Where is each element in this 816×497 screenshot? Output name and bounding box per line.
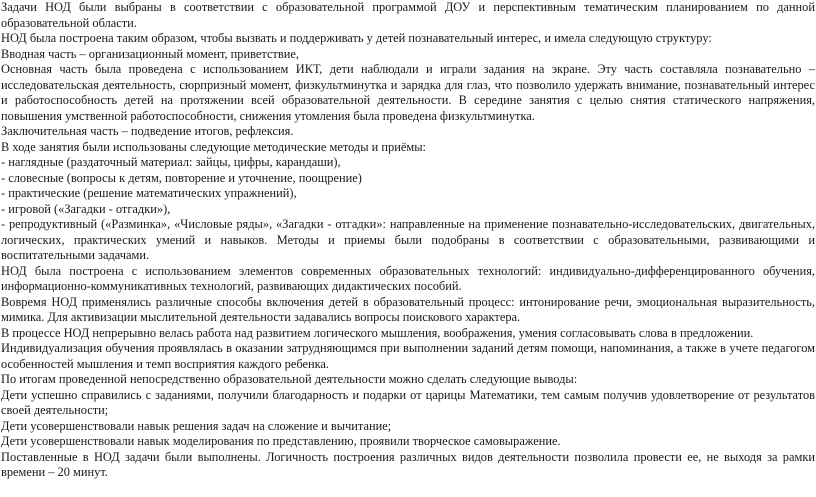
paragraph-inclusion-methods: Вовремя НОД применялись различные способы включения детей в образовательный процесс: интонирование речи, эмоциональная выразительность, мимика. Для активизации мыслительной деятельности задавались вопросы поискового характера. bbox=[1, 294, 815, 324]
paragraph-final-part: Заключительная часть – подведение итогов, рефлексия. bbox=[1, 124, 294, 138]
paragraph-conclusion-success: Дети успешно справились с заданиями, получили благодарность и подарки от царицы Математики, тем самым получив удовлетворение от результатов своей деятельности; bbox=[1, 387, 815, 417]
paragraph-methods-intro: В ходе занятия были использованы следующие методические методы и приёмы: bbox=[1, 139, 426, 154]
paragraph-intro-part: Вводная часть – организационный момент, приветствие, bbox=[1, 46, 299, 61]
paragraph-main-part: Основная часть была проведена с использованием ИКТ, дети наблюдали и играли задания на экране. Эту часть составляла познавательно – исследовательская деятельность, сюрпризный момент, физкультминутка и зарядка для глаз, что позволило удержать внимание, познавательный интерес и работоспособность детей на протяжении всей образовательной деятельности. В середине занятия с целью снятия статического напряжения, повышения умственной работоспособности, снижения утомления была проведена физкультминутка. bbox=[1, 62, 815, 123]
paragraph-individualization: Индивидуализация обучения проявлялась в оказании затрудняющимся при выполнении заданий детям помощи, напоминания, а также в учете педагогом особенностей мышления и темп восприятия каждого ребенка. bbox=[1, 341, 815, 371]
list-item-visual: - наглядные (раздаточный материал: зайцы, цифры, карандаши), bbox=[1, 155, 341, 169]
paragraph-conclusions-intro: По итогам проведенной непосредственно образовательной деятельности можно сделать следующие выводы: bbox=[1, 372, 578, 386]
paragraph-summary: Поставленные в НОД задачи были выполнены. Логичность построения различных видов деятельности позволила провести ее, не выходя за рамки времени – 20 минут. bbox=[1, 449, 815, 479]
paragraph-conclusion-modeling: Дети усовершенствовали навык моделирования по представлению, проявили творческое самовыражение. bbox=[1, 434, 561, 448]
paragraph-logic-development: В процессе НОД непрерывно велась работа над развитием логического мышления, воображения, умения согласовывать слова в предложении. bbox=[1, 325, 754, 340]
list-item-practical: - практические (решение математических упражнений), bbox=[1, 186, 297, 200]
list-item-reproductive: - репродуктивный («Разминка», «Числовые ряды», «Загадки - отгадки»: направленные на применение познавательно-исследовательских, двигательных, логических, практических умений и навыков. Методы и приемы были подобраны в соответствии с образовательными, развивающими и воспитательными задачами. bbox=[1, 217, 815, 262]
paragraph-conclusion-arithmetic: Дети усовершенствовали навык решения задач на сложение и вычитание; bbox=[1, 418, 392, 433]
paragraph-technologies: НОД была построена с использованием элементов современных образовательных технологий: индивидуально-дифференцированного обучения, информационно-коммуникативных технологий, развивающих дидактических пособий. bbox=[1, 263, 815, 293]
paragraph-structure-intro: НОД была построена таким образом, чтобы вызвать и поддерживать у детей познавательный интерес, и имела следующую структуру: bbox=[1, 31, 712, 45]
list-item-verbal: - словесные (вопросы к детям, повторение и уточнение, поощрение) bbox=[1, 170, 362, 185]
paragraph-goals: Задачи НОД были выбраны в соответствии с образовательной программой ДОУ и перспективным тематическим планированием по данной образовательной области. bbox=[1, 0, 815, 30]
list-item-game: - игровой («Загадки - отгадки»), bbox=[1, 201, 171, 216]
